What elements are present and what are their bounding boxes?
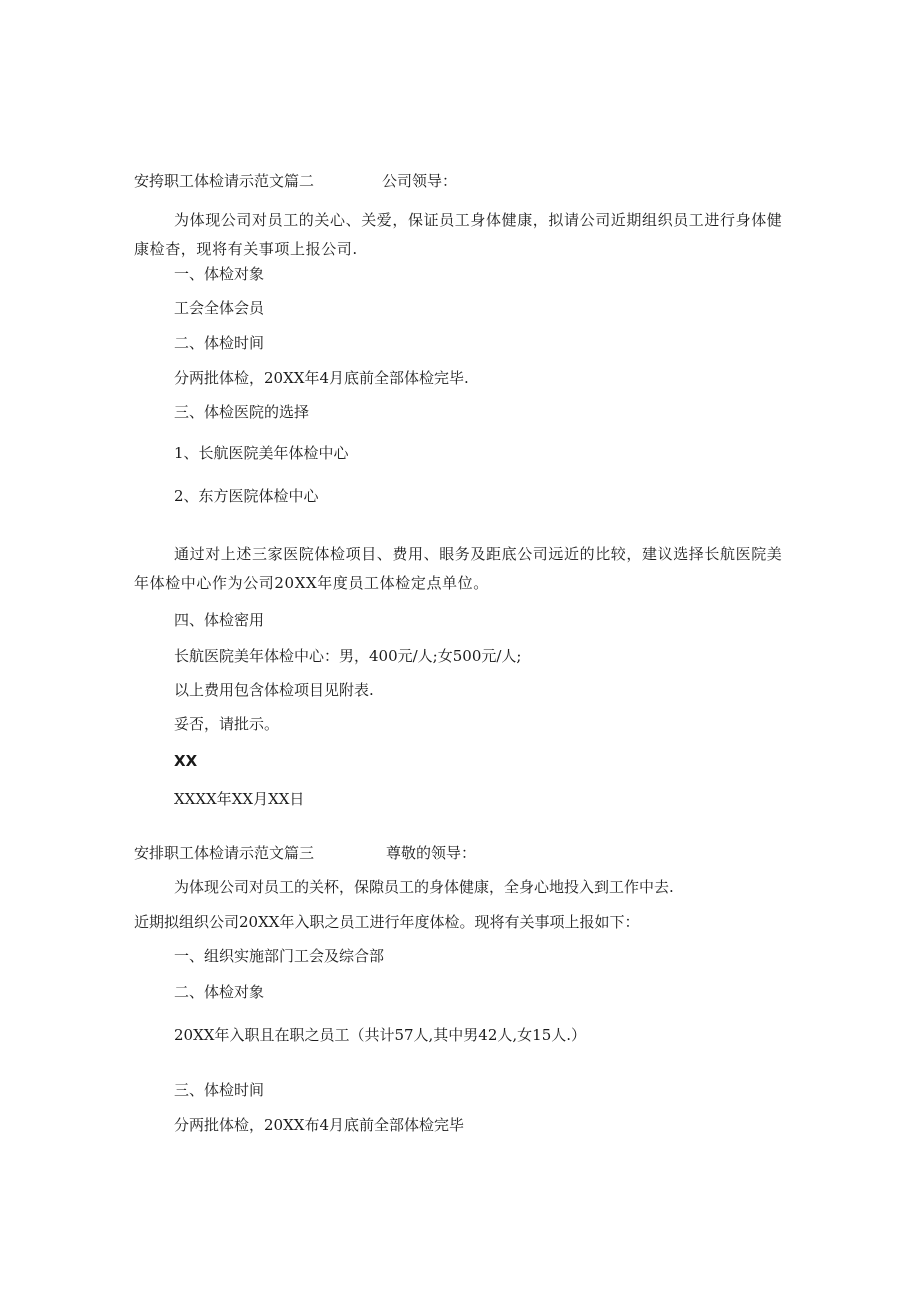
section2-item-1: 1、长航医院美年体检中心 xyxy=(174,444,349,462)
section2-intro: 为体现公司对员工的关心、关爱，保证员工身体健康，拟请公司近期组织员工进行身体健康检杳，现将有关事项上报公司. xyxy=(134,211,783,258)
section2-item-2: 2、东方医院体检中心 xyxy=(174,487,319,505)
section3-heading-3-body: 分两批体检，20XX布4月底前全部体检完毕 xyxy=(174,1116,464,1134)
section2-fee-note: 以上费用包含体检项目见附表. xyxy=(174,681,374,699)
section3-intro-2: 近期拟组织公司20XX年入职之员工进行年度体检。现将有关事项上报如下： xyxy=(134,913,640,931)
section3-salutation: 尊敬的领导： xyxy=(386,844,477,862)
section2-heading-2: 二、体检时间 xyxy=(174,334,265,352)
section3-heading-3: 三、体检时间 xyxy=(174,1081,265,1099)
section3-intro-1: 为体现公司对员工的关杯，保隙员工的身体健康，全身心地投入到工作中去. xyxy=(174,878,674,896)
section3-heading-2: 二、体检对象 xyxy=(174,983,265,1001)
section2-heading-3: 三、体检医院的选择 xyxy=(174,403,310,421)
section2-signer: XX xyxy=(174,752,198,770)
section3-title: 安排职工体检请示范文篇三 xyxy=(134,844,315,862)
section2-closing: 妥否，请批示。 xyxy=(174,715,280,733)
section2-fee: 长航医院美年体检中心：男，400元/人;女500元/人; xyxy=(174,647,522,665)
section2-heading-2-body: 分两批体检，20XX年4月底前全部体检完毕. xyxy=(174,369,469,387)
section3-heading-2-body: 20XX年入职且在职之员工（共计57人,其中男42人,女15人.） xyxy=(174,1026,587,1044)
section2-date: XXXX年XX月XX日 xyxy=(174,790,305,808)
section2-heading-4: 四、体检密用 xyxy=(174,611,265,629)
section2-heading-1-body: 工会全体会员 xyxy=(174,299,265,317)
section3-heading-1: 一、组织实施部门工会及综合部 xyxy=(174,947,385,965)
section2-title: 安挎职工体检请示范文篇二 xyxy=(134,172,315,190)
section2-heading-1: 一、体检对象 xyxy=(174,265,265,283)
section2-comparison: 通过对上述三家医院体检项目、费用、眼务及距底公司远近的比较，建议选择长航医院美年体检中心作为公司20XX年度员工体检定点单位。 xyxy=(134,545,783,592)
section2-salutation: 公司领导： xyxy=(382,172,458,190)
